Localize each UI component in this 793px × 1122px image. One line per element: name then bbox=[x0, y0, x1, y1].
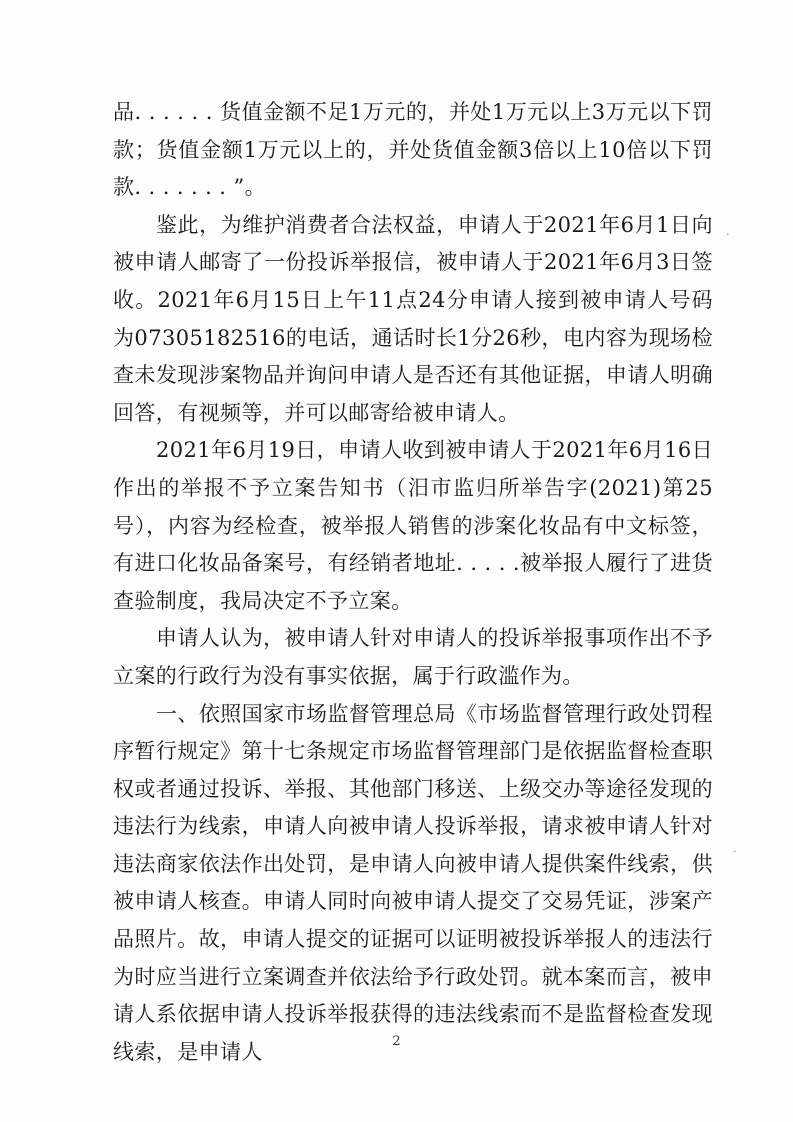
scan-speck: · bbox=[726, 228, 730, 241]
text-line: 日向被申请人邮寄了一份投诉举报信，被申请人于2021年6 bbox=[113, 212, 713, 275]
paragraph bbox=[113, 94, 713, 207]
text-line: 被申请人号码为07305182516的电话，通话时长1分26秒， bbox=[113, 287, 713, 350]
body-text bbox=[113, 94, 713, 1071]
text-line: 可以证明被投诉举报人的违法行为时应当进行立案调查并 bbox=[113, 927, 713, 989]
text-line: 鉴此，为维护消费者合法权益，申请人于2021年6月1 bbox=[156, 212, 670, 237]
text-line: 2021年6月19日，申请人收到被申请人于2021年6月 bbox=[156, 438, 665, 463]
text-line: 第25号），内容为经检查，被举报人销售的涉案化妆品有 bbox=[113, 475, 713, 538]
text-line: 不予立案的行政行为没有事实依据，属于行政滥作为。 bbox=[113, 626, 713, 688]
text-line: 请人提供案件线索，供被申请人核查。申请人同时向被申请 bbox=[113, 851, 713, 914]
text-line: 品. . . . . . 货值金额不足1万元的，并处1万元以上3 bbox=[113, 100, 606, 124]
text-line: 万元以下罚款；货值金额1万元以上的，并处货值金额3倍 bbox=[113, 100, 714, 162]
text-line: 一、依照国家市场监督管理总局《市场监督管理行政处 bbox=[156, 701, 671, 726]
text-line: 诉举报获得的违法线索而不是监督检查发现线索，是申请人 bbox=[113, 1002, 713, 1064]
text-line: 督检查职权或者通过投诉、举报、其他部门移送、上级交办 bbox=[113, 739, 713, 801]
text-line: 以上10倍以下罚款. . . . . . . ”。 bbox=[113, 137, 714, 200]
paragraph bbox=[113, 620, 713, 695]
scan-speck: · bbox=[733, 845, 737, 858]
text-line: 人提交了交易凭证，涉案产品照片。故，申请人提交的证据 bbox=[113, 889, 713, 952]
text-line: 中文标签，有进口化妆品备案号，有经销者地址. . . . . bbox=[113, 513, 714, 576]
text-line: 等途径发现的违法行为线索，申请人向被申请人投诉举报， bbox=[113, 776, 713, 839]
text-line: 请人。 bbox=[455, 400, 520, 425]
text-line: 月3日签收。2021年6月15日上午11点24分申请人接到 bbox=[113, 250, 714, 312]
text-line: 被举报人履行了进货查验制度，我局决定不予立案。 bbox=[113, 551, 713, 613]
paragraph bbox=[113, 696, 713, 1072]
text-line: 16日作出的举报不予立案告知书（汨市监归所举告字(2021) bbox=[113, 438, 714, 500]
text-line: 申请人认为，被申请人针对申请人的投诉举报事项作出 bbox=[156, 626, 671, 651]
paragraph bbox=[113, 207, 713, 433]
paragraph bbox=[113, 432, 713, 620]
text-line: 其他证据，申请人明确回答，有视频等，并可以邮寄给被申 bbox=[113, 363, 713, 425]
text-line: 罚程序暂行规定》第十七条规定市场监督管理部门是依据监 bbox=[113, 701, 713, 764]
page-number: 2 bbox=[392, 1034, 401, 1049]
text-line: 请求被申请人针对违法商家依法作出处罚，是申请人向被申 bbox=[113, 814, 713, 876]
text-line: 依法给予行政处罚。就本案而言，被申请人系依据申请人投 bbox=[113, 964, 713, 1027]
text-line: 电内容为现场检查未发现涉案物品并询问申请人是否还有 bbox=[113, 325, 713, 388]
